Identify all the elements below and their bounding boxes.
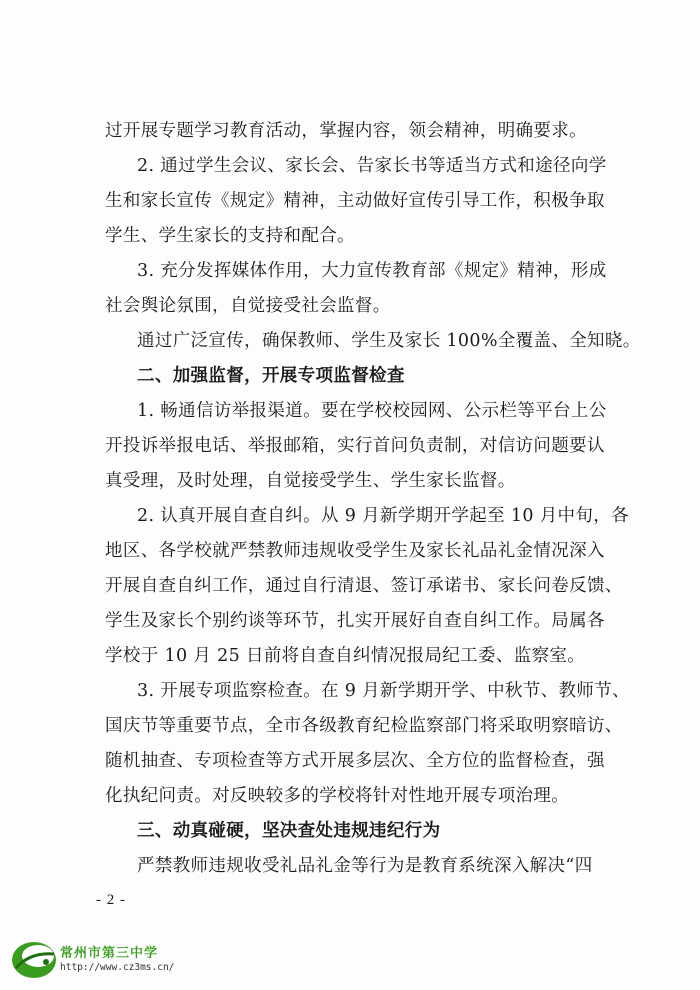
body-line: 开投诉举报电话、举报邮箱，实行首问负责制，对信访问题要认 [105, 436, 605, 456]
section-heading: 三、动真碰硬，坚决查处违规违纪行为 [137, 821, 441, 841]
body-line: 学生、学生家长的支持和配合。 [105, 226, 355, 246]
school-logo-icon [8, 934, 60, 982]
body-line: 真受理，及时处理，自觉接受学生、学生家长监督。 [105, 471, 516, 491]
body-line: 开展自查自纠工作，通过自行清退、签订承诺书、家长问卷反馈、 [105, 576, 623, 596]
body-line: 2. 通过学生会议、家长会、告家长书等适当方式和途径向学 [137, 156, 607, 176]
body-line: 严禁教师违规收受礼品礼金等行为是教育系统深入解决“四 [137, 856, 593, 876]
body-line: 1. 畅通信访举报渠道。要在学校校园网、公示栏等平台上公 [137, 401, 607, 421]
school-watermark [8, 934, 208, 982]
body-line: 学校于 10 月 25 日前将自查自纠情况报局纪工委、监察室。 [105, 646, 586, 666]
body-line: 化执纪问责。对反映较多的学校将针对性地开展专项治理。 [105, 786, 570, 806]
body-line: 2. 认真开展自查自纠。从 9 月新学期开学起至 10 月中旬，各 [137, 506, 629, 526]
body-line: 国庆节等重要节点，全市各级教育纪检监察部门将采取明察暗访、 [105, 716, 623, 736]
body-line: 过开展专题学习教育活动，掌握内容，领会精神，明确要求。 [105, 121, 587, 141]
body-line: 地区、各学校就严禁教师违规收受学生及家长礼品礼金情况深入 [105, 541, 605, 561]
body-line: 社会舆论氛围，自觉接受社会监督。 [105, 296, 391, 316]
body-line: 通过广泛宣传，确保教师、学生及家长 100%全覆盖、全知晓。 [137, 331, 641, 351]
body-line: 3. 充分发挥媒体作用，大力宣传教育部《规定》精神，形成 [137, 261, 607, 281]
page-number: - 2 - [96, 892, 126, 908]
school-url: http://www.cz3ms.cn/ [60, 962, 175, 973]
section-heading: 二、加强监督，开展专项监督检查 [137, 366, 405, 386]
body-line: 3. 开展专项监察检查。在 9 月新学期开学、中秋节、教师节、 [137, 681, 630, 701]
body-line: 随机抽查、专项检查等方式开展多层次、全方位的监督检查，强 [105, 751, 605, 771]
body-line: 生和家长宣传《规定》精神，主动做好宣传引导工作，积极争取 [105, 191, 605, 211]
body-line: 学生及家长个别约谈等环节，扎实开展好自查自纠工作。局属各 [105, 611, 605, 631]
school-name: 常州市第三中学 [60, 946, 159, 961]
